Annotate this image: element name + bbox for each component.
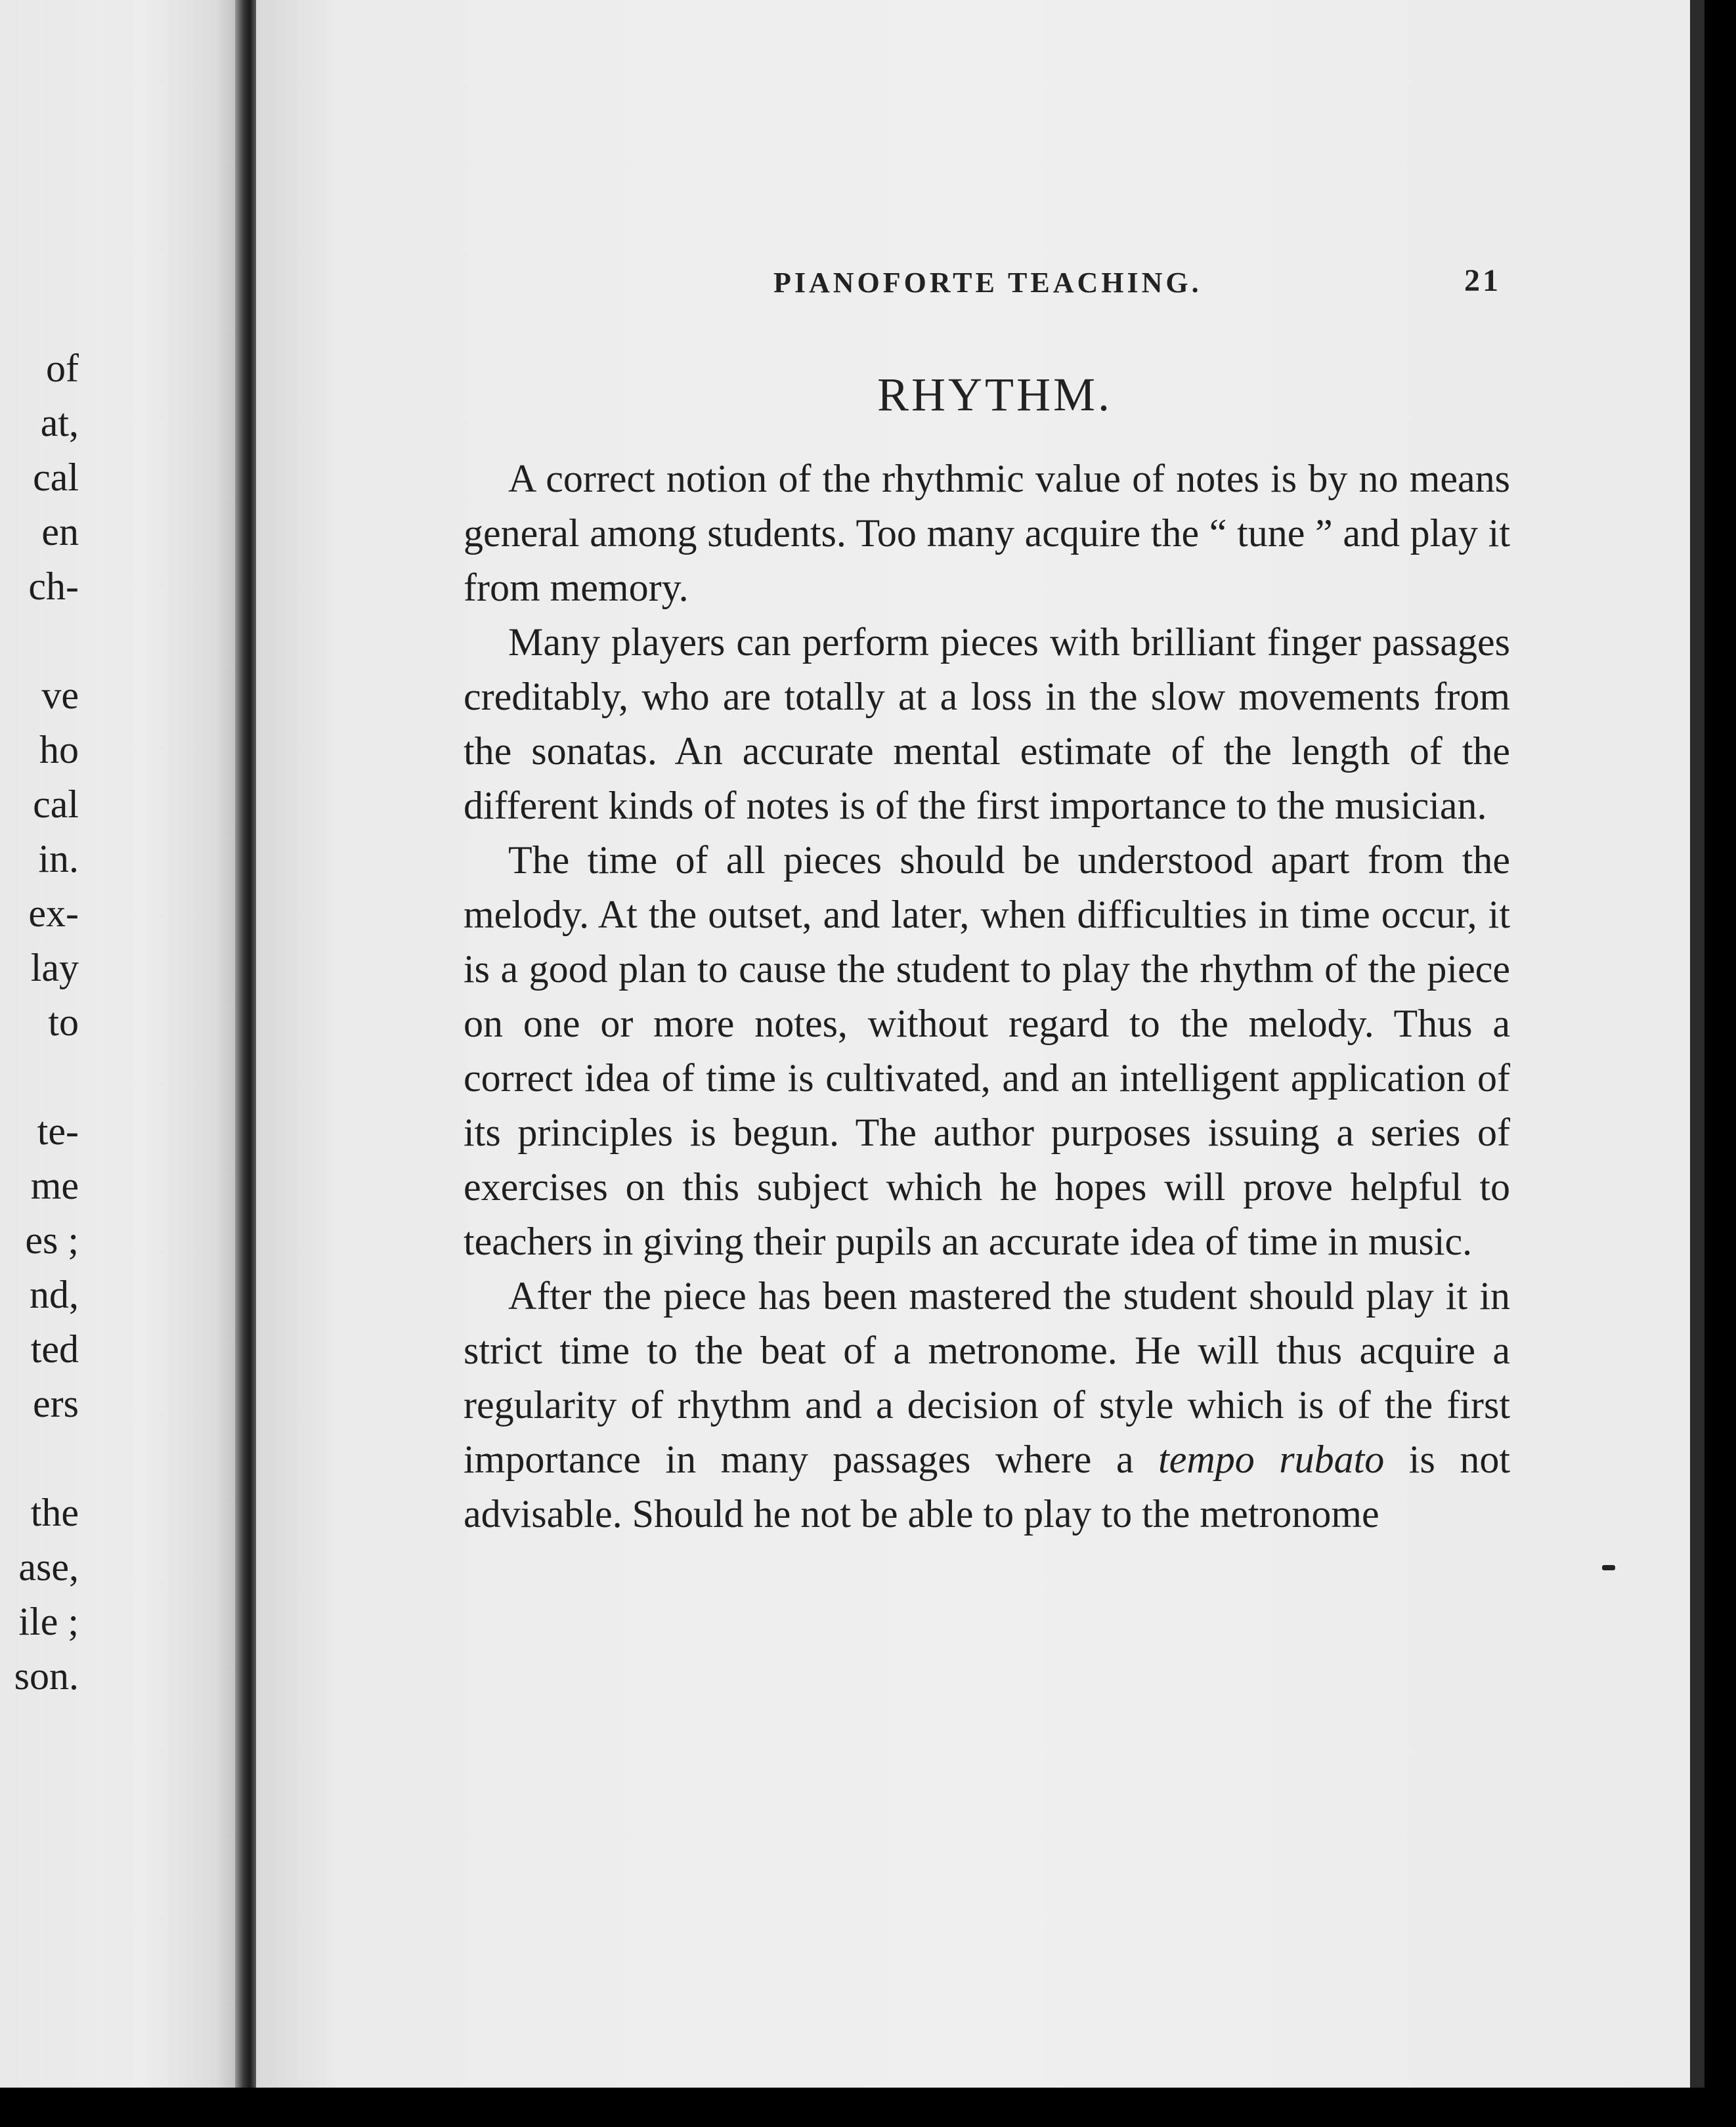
left-line: lay [30,946,79,989]
left-line: ve [41,674,79,717]
left-line: son. [14,1654,79,1698]
left-line: te- [37,1109,79,1153]
left-line: to [48,1000,79,1044]
left-line: cal [33,456,79,499]
body-text [464,452,1510,1541]
left-line: ase, [18,1545,79,1589]
paragraph-text: is not advisable. Should he not be able to play to the metronome [464,1438,1510,1536]
paragraph: The time of all pieces should be understood apart from the melody. At the outset, and later, when difficulties in time occur, it is a good plan to cause the student to play the rhythm of the piece on one or more notes, without regard to the melody. Thus a correct idea of time is cultivated, and an intelligent application of its principles is begun. The author purposes issuing a series of exercises on this subject which he hopes will prove helpful to teachers in giving their pupils an accurate idea of time in music. [464,838,1510,1263]
left-line [0,614,79,668]
left-line [0,1431,79,1486]
paragraph [464,1269,1510,1541]
paragraph: A correct notion of the rhythmic value of notes is by no means general among students. Too many acquire the “ tune ” and play it from memory. [464,457,1510,609]
ink-speck [1602,1565,1615,1570]
left-line: in. [38,837,79,880]
left-line: en [41,510,79,553]
left-line: me [30,1164,79,1207]
left-line: ers [33,1382,79,1425]
left-facing-page [0,0,240,2088]
italic-term: tempo rubato [1158,1438,1385,1481]
left-line: ch- [28,565,79,608]
left-page-text-fragments [0,341,79,1704]
page-edge-shadow [1690,0,1704,2088]
paragraph: Many players can perform pieces with brilliant finger passages creditably, who are totally at a loss in the slow movements from the sonatas. An accurate mental estimate of the length of the different kinds of notes is of the first importance to the musician. [464,620,1510,827]
chapter-title: RHYTHM. [877,368,1113,421]
paragraph-text: After the piece has been mastered the student should play it in strict time to the beat of a metronome. He will thus acquire a regularity of rhythm and a decision of style which is of the first importance in many passages where a [464,1274,1510,1481]
left-line: ted [30,1327,79,1371]
scan-border [0,2088,1736,2127]
left-line: nd, [30,1273,79,1316]
left-line: of [46,347,79,390]
book-gutter [235,0,256,2088]
left-line: ho [39,728,79,771]
left-line: the [30,1491,79,1534]
left-line: at, [40,401,79,444]
running-head: PIANOFORTE TEACHING. [773,267,1202,299]
left-line: ile ; [18,1600,79,1643]
left-line: ex- [28,892,79,935]
page-number: 21 [1464,263,1501,298]
left-line [0,1050,79,1104]
left-line: cal [33,783,79,826]
left-line: es ; [25,1218,79,1262]
